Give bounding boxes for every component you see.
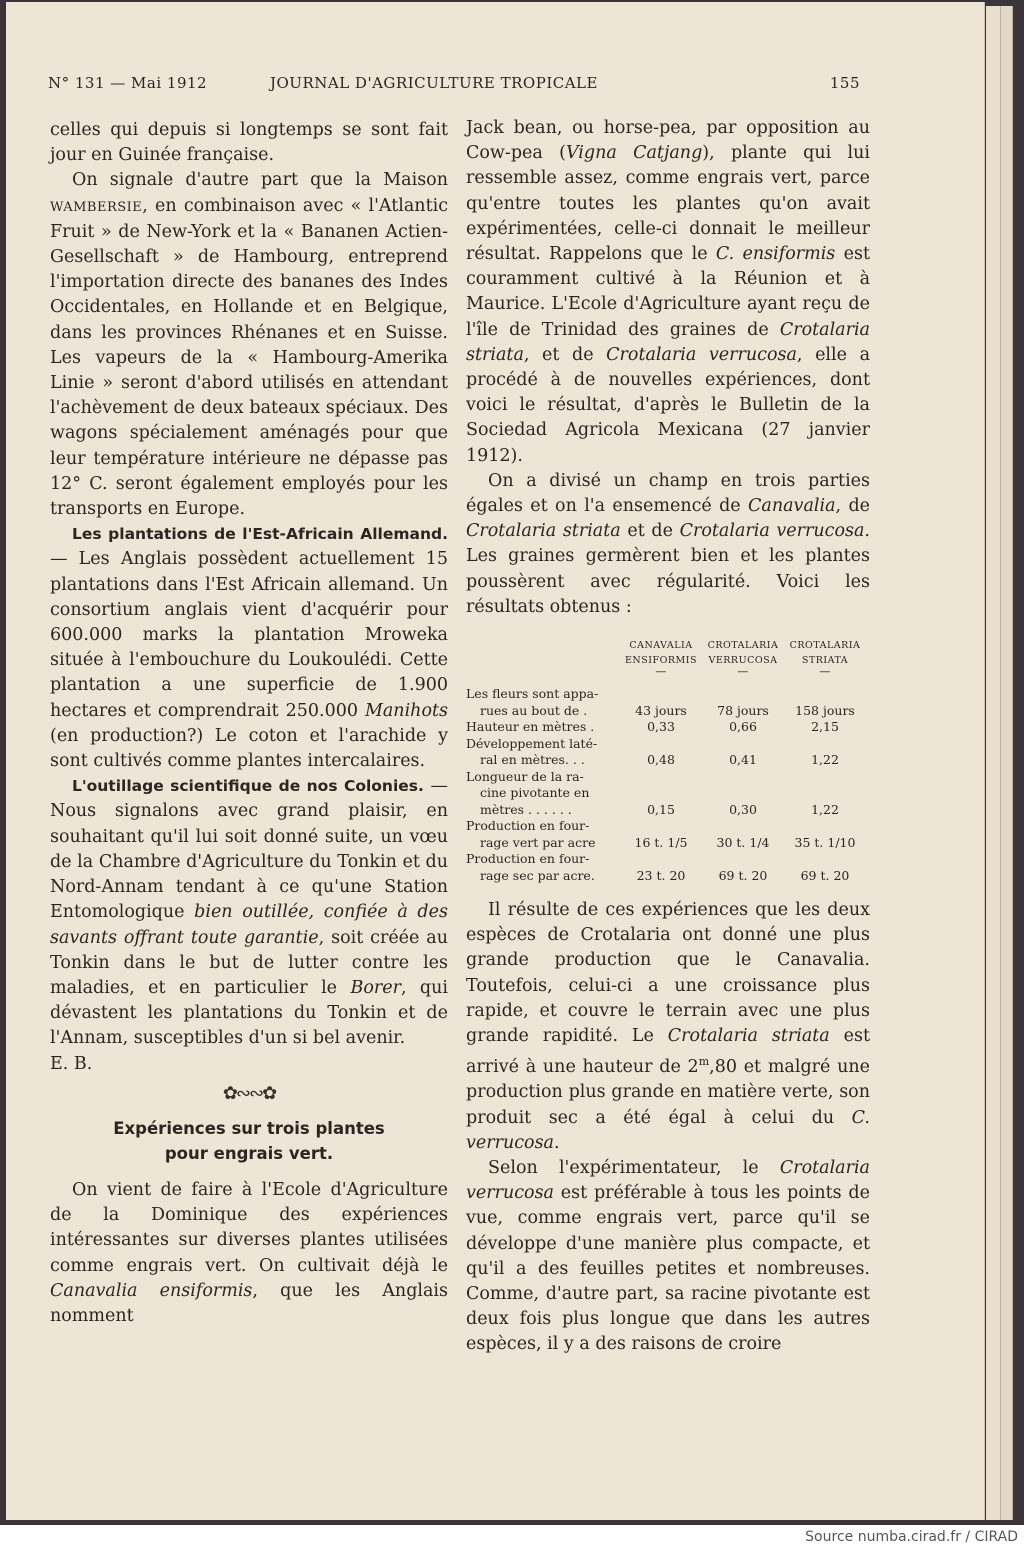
section-heading: L'outillage scientifique de nos Colonies.	[72, 777, 424, 796]
table-row: Production en four- rage vert par acre 16 t. 1/5 30 t. 1/4 35 t. 1/10	[466, 818, 856, 850]
paragraph: On vient de faire à l'Ecole d'Agriculture de la Dominique des expériences intéressantes sur diverses plantes utilisées comme engrais vert. On cultivait déjà le Canavalia ensiformis, que les Anglais nomment	[50, 1179, 449, 1326]
table-row: Production en four- rage sec par acre. 23 t. 20 69 t. 20 69 t. 20	[466, 851, 850, 883]
table-header: CROTALARIA VERRUCOSA —	[707, 640, 779, 679]
right-column	[466, 116, 870, 1358]
section-heading: Les plantations de l'Est-Africain Allemand.	[72, 525, 448, 544]
table-row: Les fleurs sont appa- rues au bout de . 43 jours 78 jours 158 jours	[466, 686, 855, 718]
paragraph: On a divisé un champ en trois parties égales et on l'a ensemencé de Canavalia, de Crotalaria striata et de Crotalaria verrucosa. Les graines germèrent bien et les plantes poussèrent avec régularité. Voici les résultats obtenus :	[466, 470, 870, 617]
source-credit: Source numba.cirad.fr / CIRAD	[805, 1529, 1018, 1545]
table-row: Développement laté- ral en mètres. . . 0,48 0,41 1,22	[466, 735, 839, 768]
paragraph: On signale d'autre part que la Maison WAMBERSIE, en combinaison avec « l'Atlantic Fruit » de New-York et la « Bananen Actien-Gesellschaft » de Hambourg, entreprend l'importation directe des bananes des Indes Occidentales, en Hollande et en Belgique, dans les provinces Rhénanes et en Suisse. Les vapeurs de la « Hambourg-Amerika Linie » seront d'abord utilisés en attendant l'achèvement de deux bateaux spéciaux. Des wagons spécialement aménagés pour que leur température intérieure ne dépasse pas 12° C. seront également employés pour les transports en Europe.	[50, 170, 448, 520]
paragraph: Selon l'expérimentateur, le Crotalaria verrucosa est préférable à tous les points de vue, comme engrais vert, parce qu'il se développe d'une manière plus compacte, et qu'il a des feuilles petites et nombreuses. Comme, d'autre part, sa racine pivotante est deux fois plus longue que dans les autres espèces, il y a des raisons de croire	[466, 1157, 870, 1355]
table-header: CROTALARIA STRIATA —	[789, 640, 861, 679]
issue-number: N° 131 — Mai 1912	[48, 74, 208, 92]
page-stack-edge	[986, 6, 1001, 1520]
company-name: WAMBERSIE	[50, 199, 143, 215]
table-header: CANAVALIA ENSIFORMIS —	[624, 640, 698, 679]
paragraph: Il résulte de ces expériences que les deux espèces de Crotalaria ont donné une plus grande production que le Canavalia. Toutefois, celui-ci a une croissance plus rapide, et couvre le terrain avec une plus grande rapidité. Le Crotalaria striata est arrivé à une hauteur de 2$^m$,80 et malgré une production plus grande en matière verte, son produit sec a été égal à celui du C. verrucosa.	[466, 900, 871, 1153]
page-number: 155	[829, 74, 860, 92]
table-row: Longueur de la ra- cine pivotante en mètres . . . . . . 0,15 0,30 1,22	[466, 768, 839, 817]
paragraph: celles qui depuis si longtemps se sont fait jour en Guinée française.	[50, 120, 448, 166]
left-column	[50, 118, 448, 1329]
running-header	[48, 74, 860, 96]
signature: E. B.	[50, 1053, 93, 1074]
journal-title: JOURNAL D'AGRICULTURE TROPICALE	[270, 74, 598, 92]
table-header-blank	[466, 638, 620, 686]
results-table	[466, 638, 866, 884]
table-row: Hauteur en mètres . 0,33 0,66 2,15	[466, 719, 839, 735]
source-footer	[0, 1525, 1024, 1553]
ornament: ✿∾∾✿	[222, 1082, 276, 1104]
paragraph: Jack bean, ou horse-pea, par opposition au Cow-pea (Vigna Catjang), plante qui lui ressemble assez, comme engrais vert, parce qu'entre toutes les plantes qu'on avait expérimentées, celle-ci donnait le meilleur résultat. Rappelons que le C. ensiformis est couramment cultivé à la Réunion et à Maurice. L'Ecole d'Agriculture ayant reçu de l'île de Trinidad des graines de Crotalaria striata, et de Crotalaria verrucosa, elle a procédé à de nouvelles expériences, dont voici le résultat, d'après le Bulletin de la Sociedad Agricola Mexicana (27 janvier 1912).	[466, 118, 870, 466]
paragraph: L'outillage scientifique de nos Colonies. — Nous signalons avec grand plaisir, en souhaitant qu'il lui soit donné suite, un vœu de la Chambre d'Agriculture du Tonkin et du Nord-Annam tendant à ce qu'une Station Entomologique bien outillée, confiée à des savants offrant toute garantie, soit créée au Tonkin dans le but de lutter contre les maladies, et en particulier le Borer, qui dévastent les plantations du Tonkin et de l'Annam, susceptibles d'un si bel avenir.	[50, 776, 448, 1049]
article-title: Expériences sur trois plantes pour engrais vert.	[113, 1118, 385, 1163]
paragraph: Les plantations de l'Est-Africain Allemand. — Les Anglais possèdent actuellement 15 plantations dans l'Est Africain allemand. Un consortium anglais vient d'acquérir pour 600.000 marks la plantation Mroweka située à l'embouchure du Loukoulédi. Cette plantation a une superficie de 1.900 hectares et comprendrait 250.000 Manihots (en production?) Le coton et l'arachide y sont cultivés comme plantes intercalaires.	[50, 525, 448, 772]
